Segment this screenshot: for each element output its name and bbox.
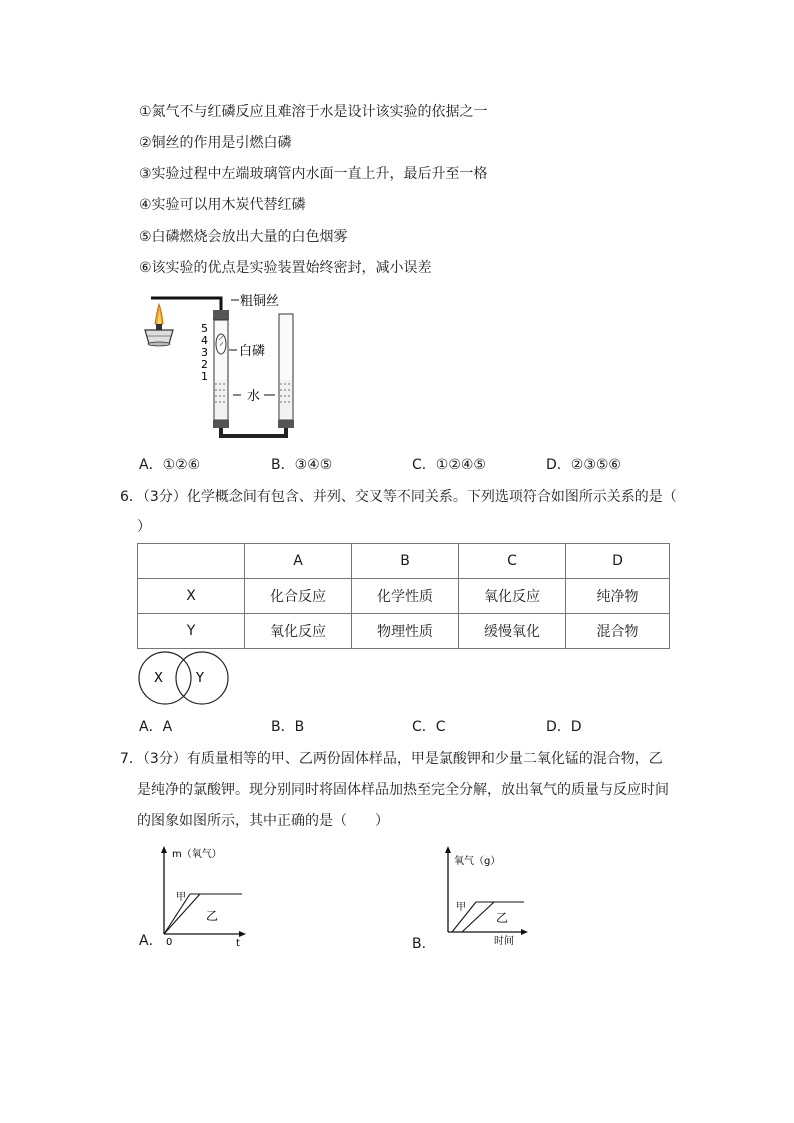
q7-option-a[interactable]: A．	[139, 933, 163, 949]
graph-b-ylabel: 氧气（g）	[454, 856, 501, 867]
graph-b-xlabel: 时间	[494, 936, 514, 947]
q6-venn-diagram	[138, 650, 232, 708]
graph-a-label-yi: 乙	[206, 909, 219, 923]
q5-option-a[interactable]: A．①②⑥	[139, 457, 201, 473]
table-cell: 化学性质	[352, 579, 459, 614]
q7-stem-line-3: 的图象如图所示，其中正确的是（ ）	[137, 813, 389, 829]
q5-statement-6: ⑥该实验的优点是实验装置始终密封，减小误差	[139, 260, 432, 276]
q7-graph-a	[158, 842, 258, 950]
table-header-cell: D	[566, 544, 670, 579]
q7-stem-line-2: 是纯净的氯酸钾。现分别同时将固体样品加热至完全分解，放出氧气的质量与反应时间	[137, 782, 669, 798]
alcohol-lamp-icon	[145, 304, 173, 346]
q6-stem-line-1: 6．（3分）化学概念间有包含、并列、交叉等不同关系。下列选项符合如图所示关系的是（	[120, 489, 677, 505]
scale-3: 3	[201, 346, 208, 359]
graph-a-xlabel: t	[236, 938, 240, 949]
table-cell: 缓慢氧化	[459, 614, 566, 649]
q7-graph-b	[440, 842, 540, 950]
q5-statement-4: ④实验可以用木炭代替红磷	[139, 197, 306, 213]
venn-label-y: Y	[196, 671, 204, 686]
table-cell: 氧化反应	[459, 579, 566, 614]
graph-b-line-yi	[462, 902, 494, 932]
q5-option-b[interactable]: B．③④⑤	[271, 457, 333, 473]
table-cell: 物理性质	[352, 614, 459, 649]
q5-apparatus-figure	[135, 288, 315, 448]
graph-a-label-jia: 甲	[176, 892, 186, 903]
q7-stem-line-1: 7．（3分）有质量相等的甲、乙两份固体样品，甲是氯酸钾和少量二氧化锰的混合物，乙	[120, 751, 663, 767]
venn-label-x: X	[154, 671, 163, 686]
table-header-cell: C	[459, 544, 566, 579]
label-copper-wire: 粗铜丝	[240, 294, 280, 309]
table-row	[138, 579, 670, 614]
q6-option-b[interactable]: B．B	[271, 719, 305, 735]
q7-option-b[interactable]: B．	[412, 936, 436, 952]
table-cell: Y	[138, 614, 245, 649]
label-white-phosphorus: 白磷	[239, 344, 266, 359]
table-header-cell: B	[352, 544, 459, 579]
q6-option-a[interactable]: A．A	[139, 719, 173, 735]
scale-1: 1	[201, 370, 208, 383]
q5-statement-3: ③实验过程中左端玻璃管内水面一直上升，最后升至一格	[139, 166, 488, 182]
table-header-cell: A	[245, 544, 352, 579]
q6-stem-line-2: ）	[137, 519, 151, 535]
label-water: 水	[247, 389, 261, 404]
q6-option-d[interactable]: D．D	[546, 719, 582, 735]
q5-statement-1: ①氮气不与红磷反应且难溶于水是设计该实验的依据之一	[139, 104, 488, 120]
table-cell: X	[138, 579, 245, 614]
scale-4: 4	[201, 334, 208, 347]
table-cell: 纯净物	[566, 579, 670, 614]
table-cell: 混合物	[566, 614, 670, 649]
table-row	[138, 614, 670, 649]
q6-table	[137, 543, 670, 649]
table-cell: 氧化反应	[245, 614, 352, 649]
graph-b-label-jia: 甲	[456, 902, 466, 913]
scale-2: 2	[201, 358, 208, 371]
graph-a-origin: 0	[166, 937, 173, 948]
table-header-row	[138, 544, 670, 579]
graph-a-ylabel: m（氧气）	[172, 849, 222, 860]
scale-5: 5	[201, 322, 208, 335]
q6-option-c[interactable]: C．C	[412, 719, 446, 735]
q5-option-d[interactable]: D．②③⑤⑥	[546, 457, 621, 473]
q5-statement-5: ⑤白磷燃烧会放出大量的白色烟雾	[139, 229, 348, 245]
q5-option-c[interactable]: C．①②④⑤	[412, 457, 486, 473]
q5-statement-2: ②铜丝的作用是引燃白磷	[139, 135, 292, 151]
table-cell: 化合反应	[245, 579, 352, 614]
graph-b-label-yi: 乙	[496, 911, 509, 925]
table-header-cell	[138, 544, 245, 579]
